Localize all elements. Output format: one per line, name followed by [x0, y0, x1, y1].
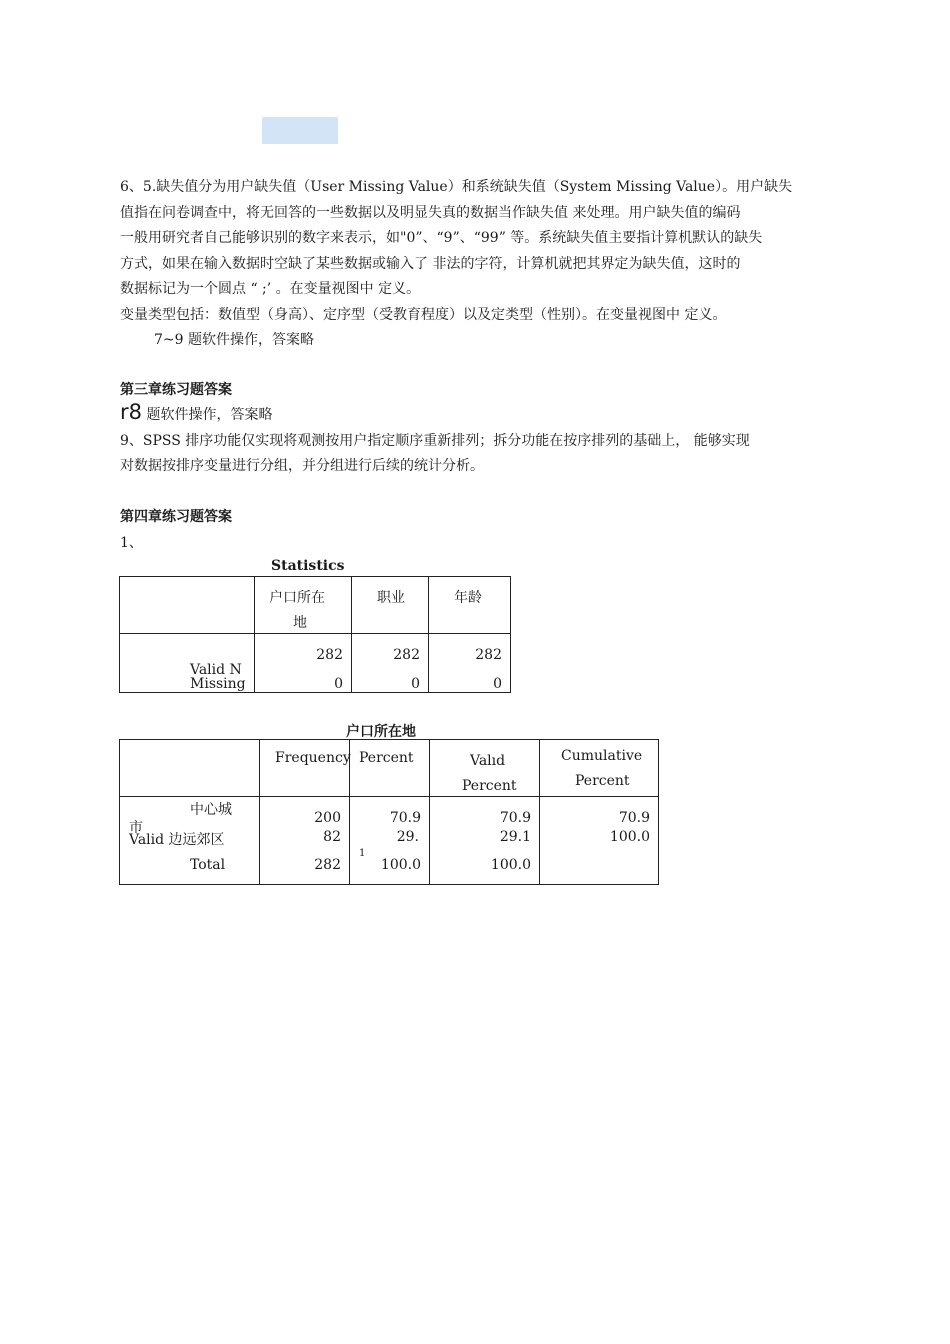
valid-percent-value: 100.0 [490, 857, 531, 873]
freq-col-valid-percent [430, 797, 540, 885]
percent-value-fragment: 1 [359, 848, 366, 859]
q6-line: 6、5.缺失值分为用户缺失值（User Missing Value）和系统缺失值（System Missing Value）。用户缺失 [120, 179, 793, 195]
r8-mark: r8 [120, 400, 142, 424]
freq-label-remote-suburb: Valid 边远郊区 [129, 832, 225, 848]
q6-line: 数据标记为一个圆点 “ ;’ 。在变量视图中 定义。 [120, 281, 421, 297]
freq-header-valid-percent [430, 740, 540, 797]
stats-col-hukou [255, 634, 352, 693]
stats-missing-value: 0 [334, 676, 343, 692]
freq-label-total: Total [190, 857, 226, 873]
stats-header-hukou-line2: 地 [293, 615, 307, 631]
percent-value: 100.0 [380, 857, 421, 873]
stats-col-age [429, 634, 511, 693]
freq-col-frequency [260, 797, 350, 885]
valid-percent-value: 29.1 [499, 829, 531, 845]
r8-line [120, 400, 840, 429]
stats-label-missing: Missing [190, 676, 246, 692]
freq-header-cumulative-line1: Cumulative [561, 748, 643, 764]
freq-header-frequency-text: Frequency [275, 750, 351, 766]
highlight-box [262, 117, 338, 144]
freq-value: 282 [314, 857, 341, 873]
statistics-caption: Statistics [271, 558, 345, 574]
stats-header-hukou [255, 577, 352, 634]
percent-value: 70.9 [389, 810, 421, 826]
freq-header-frequency [260, 740, 350, 797]
freq-header-percent [350, 740, 430, 797]
q9-line: 9、SPSS 排序功能仅实现将观测按用户指定顺序重新排列；拆分功能在按序排列的基础上， 能够实现 [120, 432, 750, 449]
freq-header-valid-percent-line2: Percent [462, 778, 517, 794]
q6-line: 一般用研究者自己能够识别的数字来表示，如"0”、“9”、“99” 等。系统缺失值主要指计算机默认的缺失 [120, 230, 763, 246]
freq-header-percent-text: Percent [359, 750, 414, 766]
q6-paragraph [120, 175, 840, 354]
freq-label-center-city-2: 市 [129, 820, 143, 836]
statistics-table [119, 576, 511, 693]
stats-valid-value: 282 [393, 647, 420, 663]
stats-header-hukou-line1: 户口所在 [269, 590, 325, 606]
stats-missing-value: 0 [493, 676, 502, 692]
item-1-label: 1、 [120, 535, 143, 551]
cumulative-value: 100.0 [609, 829, 650, 845]
q6-line: 值指在问卷调查中，将无回答的一些数据以及明显失真的数据当作缺失值 来处理。用户缺失值的编码 [120, 204, 741, 221]
q9-line: 对数据按排序变量进行分组，并分组进行后续的统计分析。 [120, 458, 484, 474]
stats-valid-value: 282 [475, 647, 502, 663]
stats-row-labels [120, 634, 255, 693]
freq-col-cumulative [540, 797, 659, 885]
frequency-caption: 户口所在地 [346, 724, 416, 740]
frequency-table [119, 739, 659, 885]
stats-valid-value: 282 [316, 647, 343, 663]
stats-header-age [429, 577, 511, 634]
freq-value: 82 [323, 829, 341, 845]
variable-types-line: 变量类型包括：数值型（身高）、定序型（受教育程度）以及定类型（性别）。在变量视图中 定义。 [120, 306, 727, 323]
stats-header-occupation [352, 577, 429, 634]
freq-header-cumulative-line2: Percent [575, 773, 630, 789]
freq-corner-cell [120, 740, 260, 797]
stats-label-valid: Valid N [190, 662, 242, 678]
stats-missing-value: 0 [411, 676, 420, 692]
percent-value: 29. [396, 829, 419, 845]
q7-9-line: 7~9 题软件操作，答案略 [154, 332, 314, 348]
freq-value: 200 [314, 810, 341, 826]
chapter3-body [120, 400, 840, 480]
freq-col-percent [350, 797, 430, 885]
freq-label-center-city: 中心城 [190, 802, 232, 818]
r8-text: 题软件操作，答案略 [146, 407, 273, 423]
freq-row-labels [120, 797, 260, 885]
freq-header-valid-percent-line1: Valıd [470, 753, 506, 769]
stats-col-occupation [352, 634, 429, 693]
q6-line: 方式，如果在输入数据时空缺了某些数据或输入了 非法的字符，计算机就把其界定为缺失值，这时的 [120, 255, 741, 272]
stats-header-age-text: 年龄 [454, 590, 482, 606]
cumulative-value: 70.9 [618, 810, 650, 826]
chapter4-heading: 第四章练习题答案 [120, 509, 232, 525]
valid-percent-value: 70.9 [499, 810, 531, 826]
stats-header-occupation-text: 职业 [377, 590, 405, 606]
stats-corner-cell [120, 577, 255, 634]
freq-header-cumulative [540, 740, 659, 797]
chapter3-heading: 第三章练习题答案 [120, 382, 232, 398]
